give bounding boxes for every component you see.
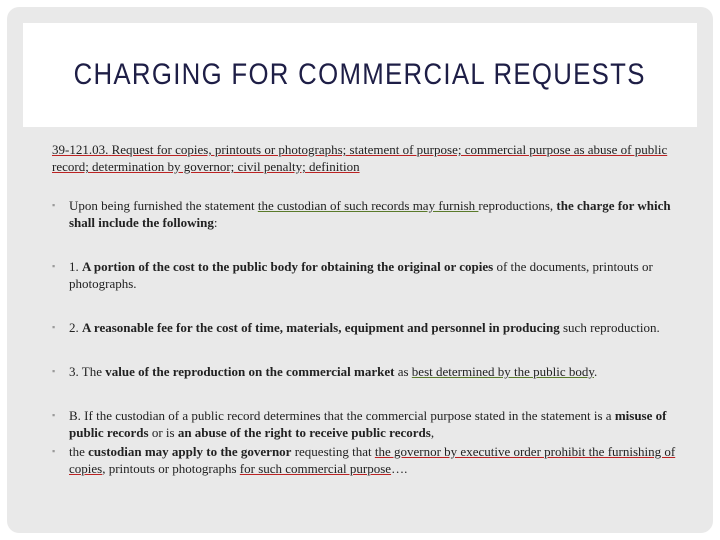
bold-phrase: misuse of public records xyxy=(69,408,667,440)
text-run: 3. The xyxy=(69,364,106,379)
text-run: reproductions, xyxy=(478,198,557,213)
underlined-phrase: the custodian of such records may furnish xyxy=(257,198,479,213)
text-run: . xyxy=(594,364,598,379)
slide-content xyxy=(52,141,692,504)
list-item xyxy=(52,197,692,231)
list-item xyxy=(52,319,692,336)
text-run: 2. xyxy=(69,320,82,335)
text-run: Upon being furnished the statement xyxy=(69,198,258,213)
title-box xyxy=(23,23,697,127)
text-run: or is xyxy=(148,425,178,440)
text-run: , printouts or photographs xyxy=(102,461,240,476)
list-item xyxy=(52,258,692,292)
statute-text: Request for copies, printouts or photographs; statement of purpose; commercial purpose as abuse of public record; determination by governor; civil penalty; definition xyxy=(52,142,668,174)
text-run: such reproduction. xyxy=(559,320,660,335)
text-run: …. xyxy=(391,461,408,476)
underlined-phrase: for such commercial purpose xyxy=(239,461,392,476)
text-run: : xyxy=(213,215,218,230)
bullet-icon: ▪ xyxy=(52,200,56,210)
text-run: the xyxy=(69,444,89,459)
bold-phrase: A portion of the cost to the public body for obtaining the original or copies xyxy=(82,259,494,274)
bold-phrase: an abuse of the right to receive public records xyxy=(177,425,431,440)
text-run: as xyxy=(394,364,412,379)
text-run: 1. xyxy=(69,259,82,274)
text-run: of the documents, printouts or photographs. xyxy=(69,259,653,291)
bold-phrase: A reasonable fee for the cost of time, materials, equipment and personnel in producing xyxy=(82,320,560,335)
text-run: B. If the custodian of a public record determines that the commercial purpose stated in the statement is a xyxy=(69,408,615,423)
list-item xyxy=(52,407,692,441)
list-item xyxy=(52,443,692,477)
underlined-phrase: the governor by executive order prohibit the furnishing of copies xyxy=(69,444,676,476)
bullet-icon: ▪ xyxy=(52,446,56,456)
bullet-icon: ▪ xyxy=(52,322,56,332)
slide-title: CHARGING FOR COMMERCIAL REQUESTS xyxy=(73,58,647,91)
bullet-icon: ▪ xyxy=(52,366,56,376)
bullet-list xyxy=(52,197,692,477)
bullet-icon: ▪ xyxy=(52,261,56,271)
text-run: , xyxy=(430,425,435,440)
bold-phrase: value of the reproduction on the commercial market xyxy=(105,364,395,379)
bold-phrase: the charge for which shall include the following xyxy=(69,198,671,230)
underlined-phrase: best determined by the public body xyxy=(411,364,594,379)
statute-heading xyxy=(52,141,692,175)
statute-number: 39-121.03. xyxy=(52,142,109,157)
slide xyxy=(7,7,713,533)
list-item xyxy=(52,363,692,380)
bold-phrase: custodian may apply to the governor xyxy=(88,444,292,459)
bullet-icon: ▪ xyxy=(52,410,56,420)
text-run: requesting that xyxy=(291,444,375,459)
